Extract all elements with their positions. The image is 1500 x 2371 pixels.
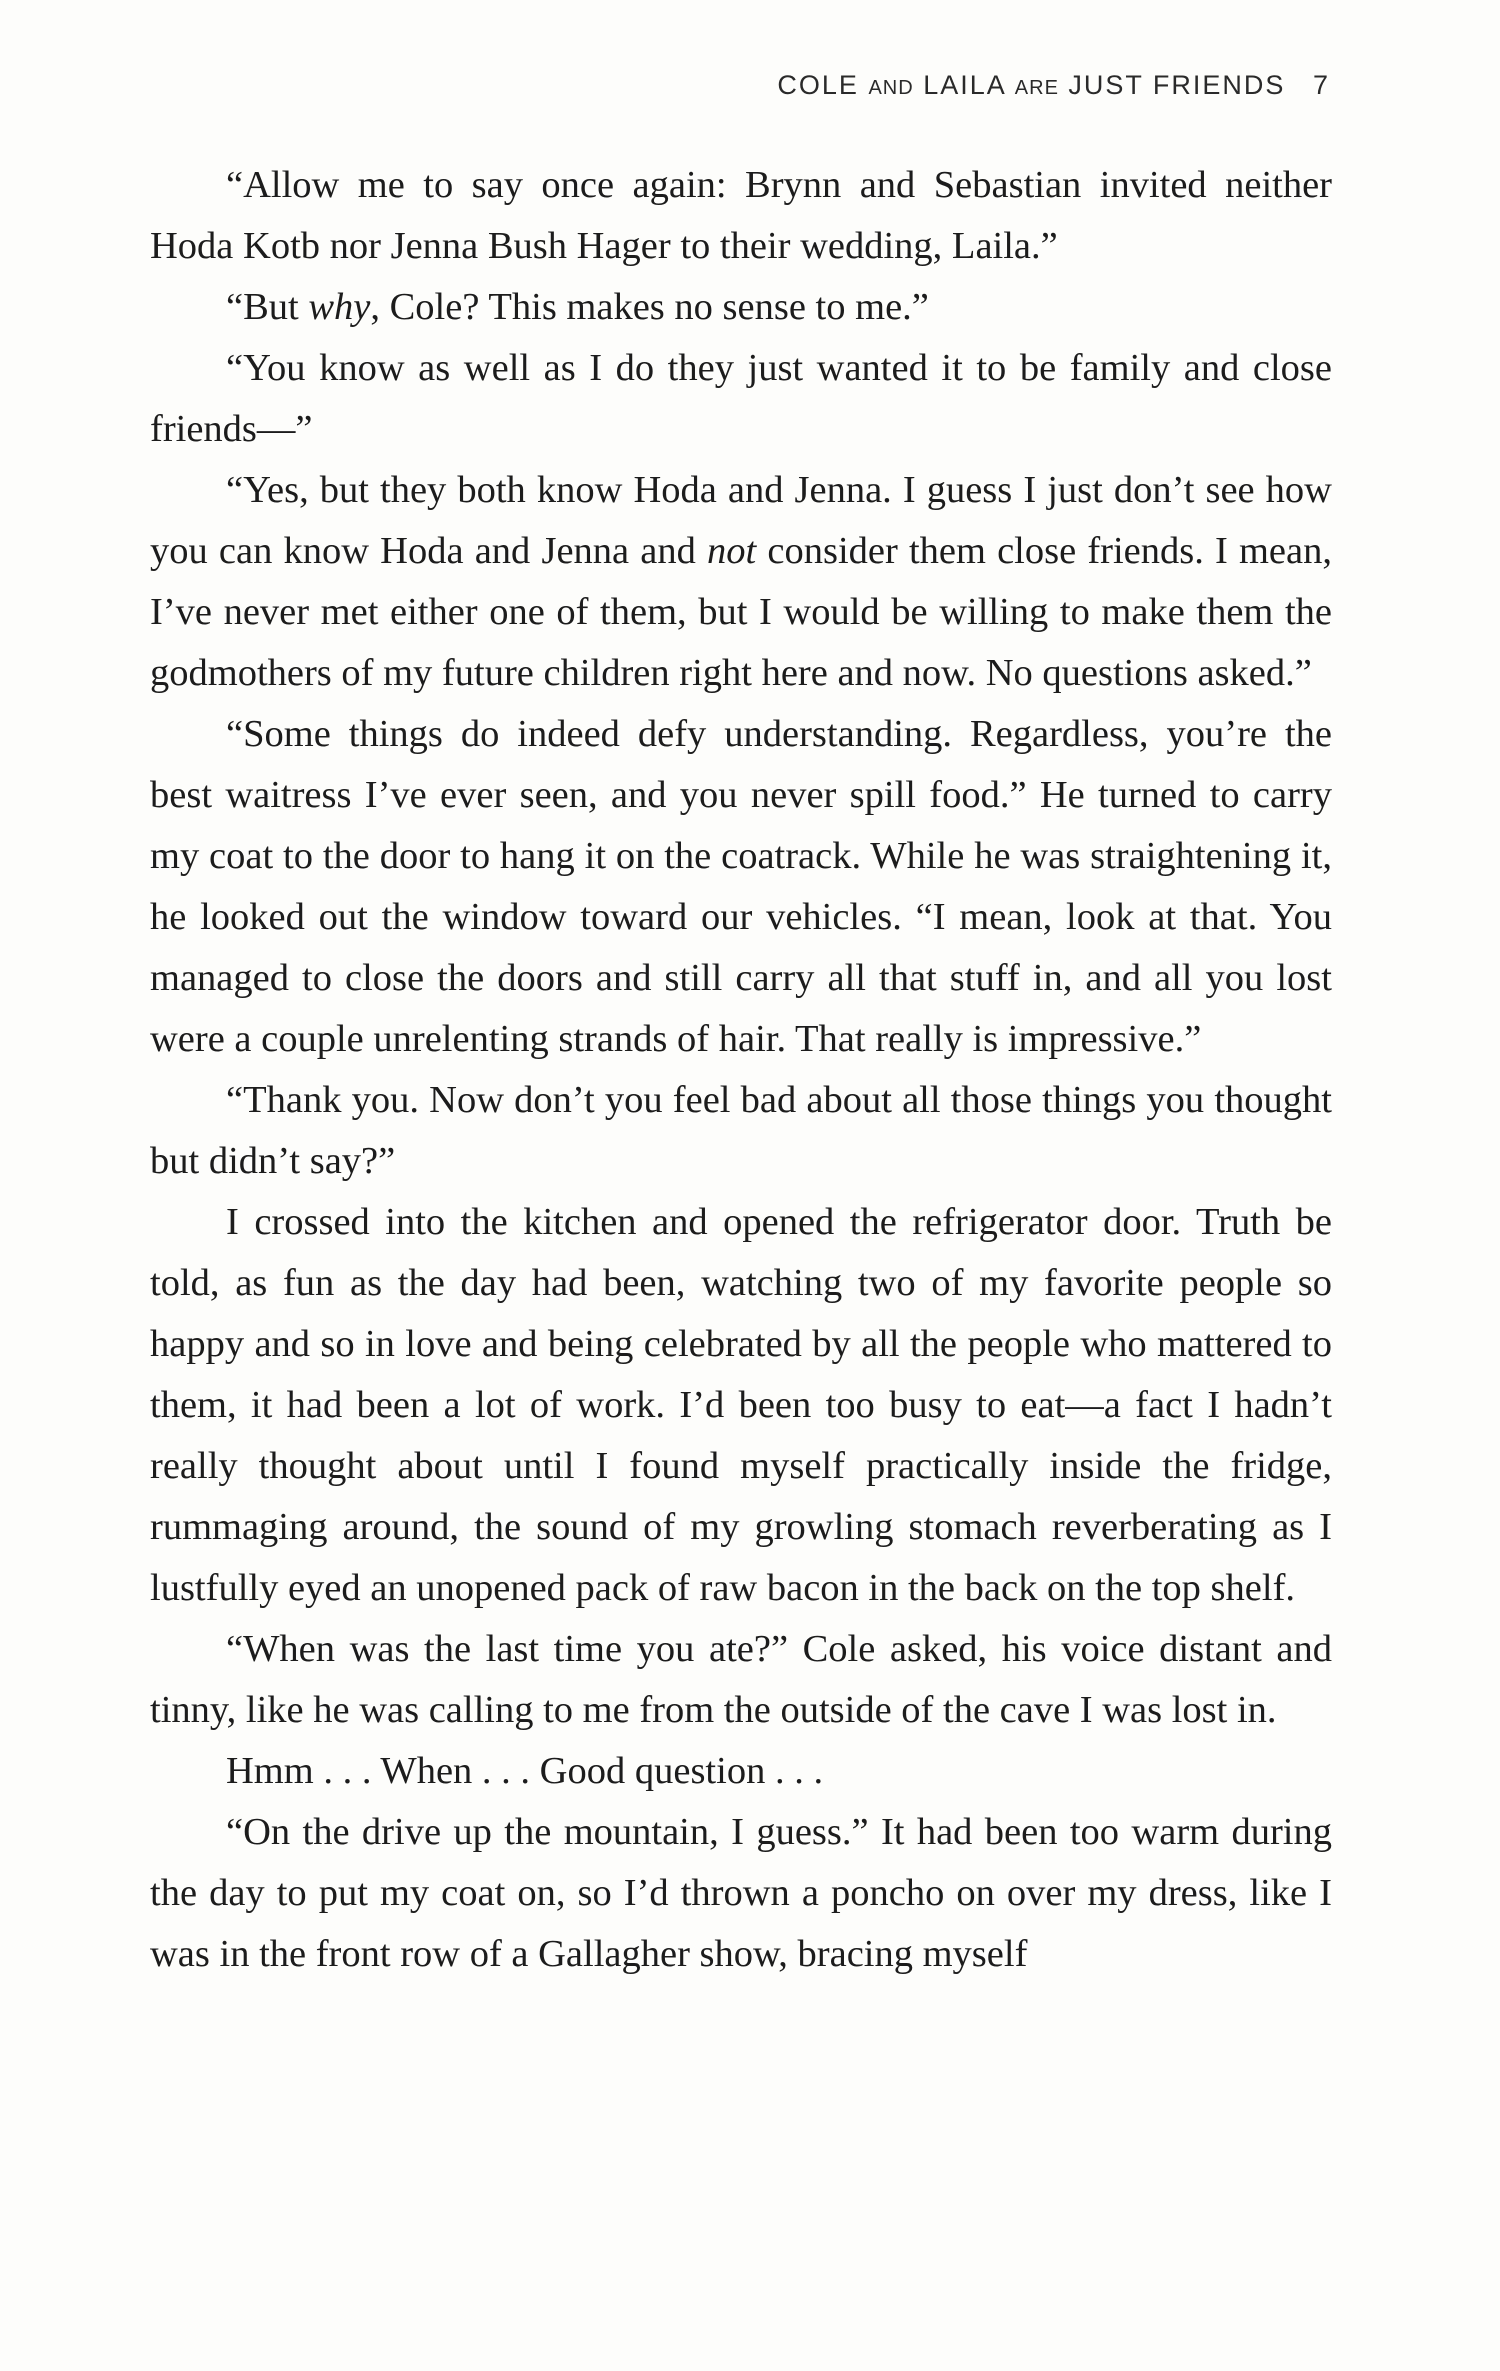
paragraph	[150, 1619, 1332, 1741]
running-head-title-word: COLE	[777, 70, 859, 100]
paragraph	[150, 460, 1332, 704]
emphasized-word: why	[308, 286, 371, 328]
paragraph-text: “Allow me to say once again: Brynn and Sebastian invited neither Hoda Kotb nor Jenna Bush Hager to their wedding, Laila.”	[150, 164, 1332, 267]
running-head-title-word: JUST FRIENDS	[1068, 70, 1286, 100]
paragraph	[150, 155, 1332, 277]
paragraph-text: “Thank you. Now don’t you feel bad about all those things you thought but didn’t say?”	[150, 1079, 1332, 1182]
running-head-title-word: AND	[868, 77, 914, 99]
paragraph	[150, 1192, 1332, 1619]
paragraph-text: consider them close friends. I mean, I’ve never met either one of them, but I would be willing to make them the godmothers of my future children right here and now. No questions asked.”	[150, 530, 1332, 694]
paragraph	[150, 1070, 1332, 1192]
paragraph	[150, 704, 1332, 1070]
paragraph	[150, 277, 1332, 338]
paragraph-text: Hmm . . . When . . . Good question . . .	[226, 1750, 824, 1792]
page-number: 7	[1312, 70, 1330, 100]
paragraph-text: “Yes, but they both know Hoda and Jenna. I guess I just don’t see how you can know Hoda and Jenna and	[150, 469, 1332, 572]
paragraph-text: “You know as well as I do they just wanted it to be family and close friends—”	[150, 347, 1332, 450]
paragraph-text: “On the drive up the mountain, I guess.” It had been too warm during the day to put my coat on, so I’d thrown a poncho on over my dress, like I was in the front row of a Gallagher show, bracing myself	[150, 1811, 1332, 1975]
running-head	[777, 70, 1330, 101]
paragraph	[150, 338, 1332, 460]
paragraph	[150, 1802, 1332, 1985]
paragraph-text: I crossed into the kitchen and opened the refrigerator door. Truth be told, as fun as the day had been, watching two of my favorite people so happy and so in love and being celebrated by all the people who mattered to them, it had been a lot of work. I’d been too busy to eat—a fact I hadn’t really thought about until I found myself practically inside the fridge, rummaging around, the sound of my growling stomach reverberating as I lustfully eyed an unopened pack of raw bacon in the back on the top shelf.	[150, 1201, 1332, 1609]
body-text	[150, 155, 1332, 1985]
emphasized-word: not	[707, 530, 757, 572]
paragraph-text: “When was the last time you ate?” Cole asked, his voice distant and tinny, like he was calling to me from the outside of the cave I was lost in.	[150, 1628, 1332, 1731]
running-head-title-word: ARE	[1014, 77, 1059, 99]
running-head-title-word: LAILA	[923, 70, 1006, 100]
paragraph-text: “Some things do indeed defy understanding. Regardless, you’re the best waitress I’ve ever seen, and you never spill food.” He turned to carry my coat to the door to hang it on the coatrack. While he was straightening it, he looked out the window toward our vehicles. “I mean, look at that. You managed to close the doors and still carry all that stuff in, and all you lost were a couple unrelenting strands of hair. That really is impressive.”	[150, 713, 1332, 1060]
paragraph-text: , Cole? This makes no sense to me.”	[370, 286, 929, 328]
paragraph	[150, 1741, 1332, 1802]
paragraph-text: “But	[226, 286, 309, 328]
